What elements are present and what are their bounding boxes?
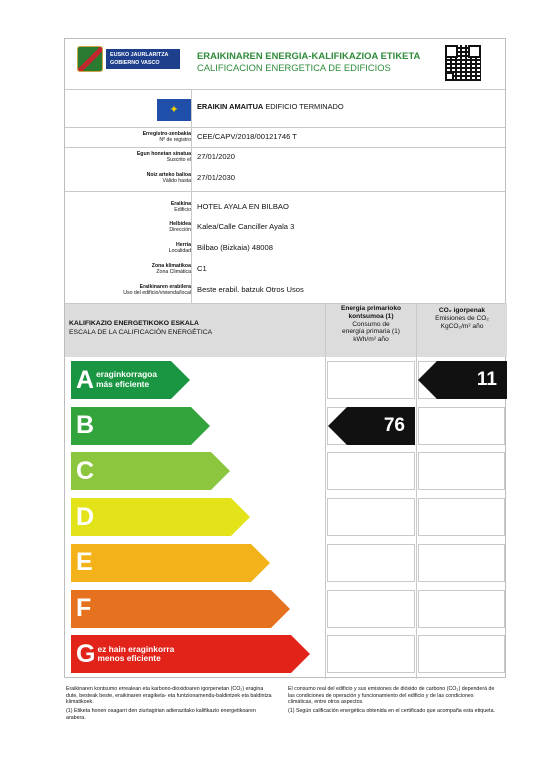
- info-label: Eraikinaren erabilera Uso del edificio/vivienda/local: [123, 284, 191, 297]
- scale-cell: [418, 407, 505, 445]
- title-basque: ERAIKINAREN ENERGIA-KALIFIKAZIOA ETIKETA: [197, 50, 421, 61]
- climate-zone: C1: [197, 264, 207, 273]
- title-spanish: CALIFICACION ENERGETICA DE EDIFICIOS: [197, 62, 391, 73]
- energy-class-caption: eraginkorragoa más eficiente: [96, 369, 158, 389]
- info-label: Erregistro-zenbakia Nº de registro: [142, 131, 191, 144]
- building-locality: Bilbao (Bizkaia) 48008: [197, 243, 273, 252]
- registry-number: CEE/CAPV/2018/00121746 T: [197, 132, 297, 141]
- scale-cell: [327, 452, 415, 490]
- basque-government-logo: [77, 45, 183, 73]
- energy-class-bar-g: [71, 635, 291, 673]
- building-address: Kalea/Calle Canciller Ayala 3: [197, 222, 295, 231]
- footnote-spanish: El consumo real del edificio y sus emisiones de dióxido de carbono (CO₂) dependerá de las condiciones de operación y funcionamiento del edificio y de las condiciones climáticas, entre otros aspectos. (1) Según calificación energética obtenida en el certificado que acompaña esta etiqueta.: [288, 686, 496, 715]
- co2-emissions-marker: 11: [437, 361, 507, 399]
- energy-class-letter: E: [76, 548, 93, 577]
- info-label: Noiz arteko balioa Válido hasta: [146, 172, 191, 185]
- building-status: ERAIKIN AMAITUA EDIFICIO TERMINADO: [197, 102, 344, 111]
- basque-shield-icon: [77, 46, 103, 72]
- logo-line-es: GOBIERNO VASCO: [110, 60, 160, 66]
- energy-label: [64, 38, 506, 678]
- scale-cell: [418, 544, 505, 582]
- scale-title: KALIFIKAZIO ENERGETIKOKO ESKALA ESCALA DE LA CALIFICACIÓN ENERGÉTICA: [69, 320, 213, 336]
- footnote-basque: Eraikinaren kontsumo errealean eta karbono-dioxidoaren igorpenetan (CO₂) eragina dute, besteak beste, eraikinaren eragiketa- eta funtzionamendu-baldintzek eta baldintza klimatikoek. (1) Etiketa honen osagarri den ziurtagirian adierazitako kalifikazio energetikoaren arabera.: [66, 686, 272, 721]
- energy-class-bar-a: [71, 361, 171, 399]
- qr-code-icon: [445, 45, 481, 81]
- energy-scale: [65, 357, 507, 677]
- building-name: HOTEL AYALA EN BILBAO: [197, 202, 289, 211]
- signed-date: 27/01/2020: [197, 152, 236, 161]
- energy-class-caption: ez hain eraginkorra menos eficiente: [97, 643, 175, 664]
- energy-class-letter: D: [76, 502, 95, 531]
- scale-cell: [327, 361, 415, 399]
- energy-class-letter: F: [76, 594, 92, 622]
- info-label: Herria Localidad: [168, 242, 191, 255]
- energy-class-bar-f: [71, 590, 271, 628]
- energy-class-letter: B: [76, 411, 95, 440]
- info-label: Eraikina Edificio: [170, 201, 191, 214]
- energy-class-bar-d: [71, 498, 231, 536]
- scale-cell: [327, 590, 415, 628]
- energy-class-bar-b: [71, 407, 191, 445]
- info-label: Helbidea Dirección: [169, 221, 191, 234]
- eu-flag-icon: ✦: [157, 99, 191, 121]
- logo-line-eu: EUSKO JAURLARITZA: [110, 52, 169, 58]
- energy-column-header: Energia primarioko kontsumoa (1) Consumo de energía primaria (1) kWh/m² año: [340, 305, 402, 344]
- energy-class-letter: C: [76, 456, 95, 485]
- info-label: Egun honetan sinatua Suscrito el: [136, 151, 191, 164]
- scale-cell: [327, 498, 415, 536]
- scale-cell: [418, 452, 505, 490]
- energy-class-bar-c: [71, 452, 211, 490]
- energy-class-letter: A: [76, 365, 95, 394]
- building-use: Beste erabil. batzuk Otros Usos: [197, 285, 304, 294]
- co2-column-header: CO₂ igorpenak Emisiones de CO₂ KgCO₂/m² año: [435, 307, 489, 330]
- energy-class-letter: G: [76, 639, 96, 668]
- valid-until-date: 27/01/2030: [197, 173, 236, 182]
- scale-cell: [418, 498, 505, 536]
- energy-consumption-marker: 76: [347, 407, 415, 445]
- scale-cell: [327, 544, 415, 582]
- energy-class-bar-e: [71, 544, 251, 582]
- scale-cell: [327, 635, 415, 673]
- info-label: Zona klimatikoa Zona Climática: [151, 263, 191, 276]
- scale-cell: [418, 590, 505, 628]
- scale-cell: [418, 635, 505, 673]
